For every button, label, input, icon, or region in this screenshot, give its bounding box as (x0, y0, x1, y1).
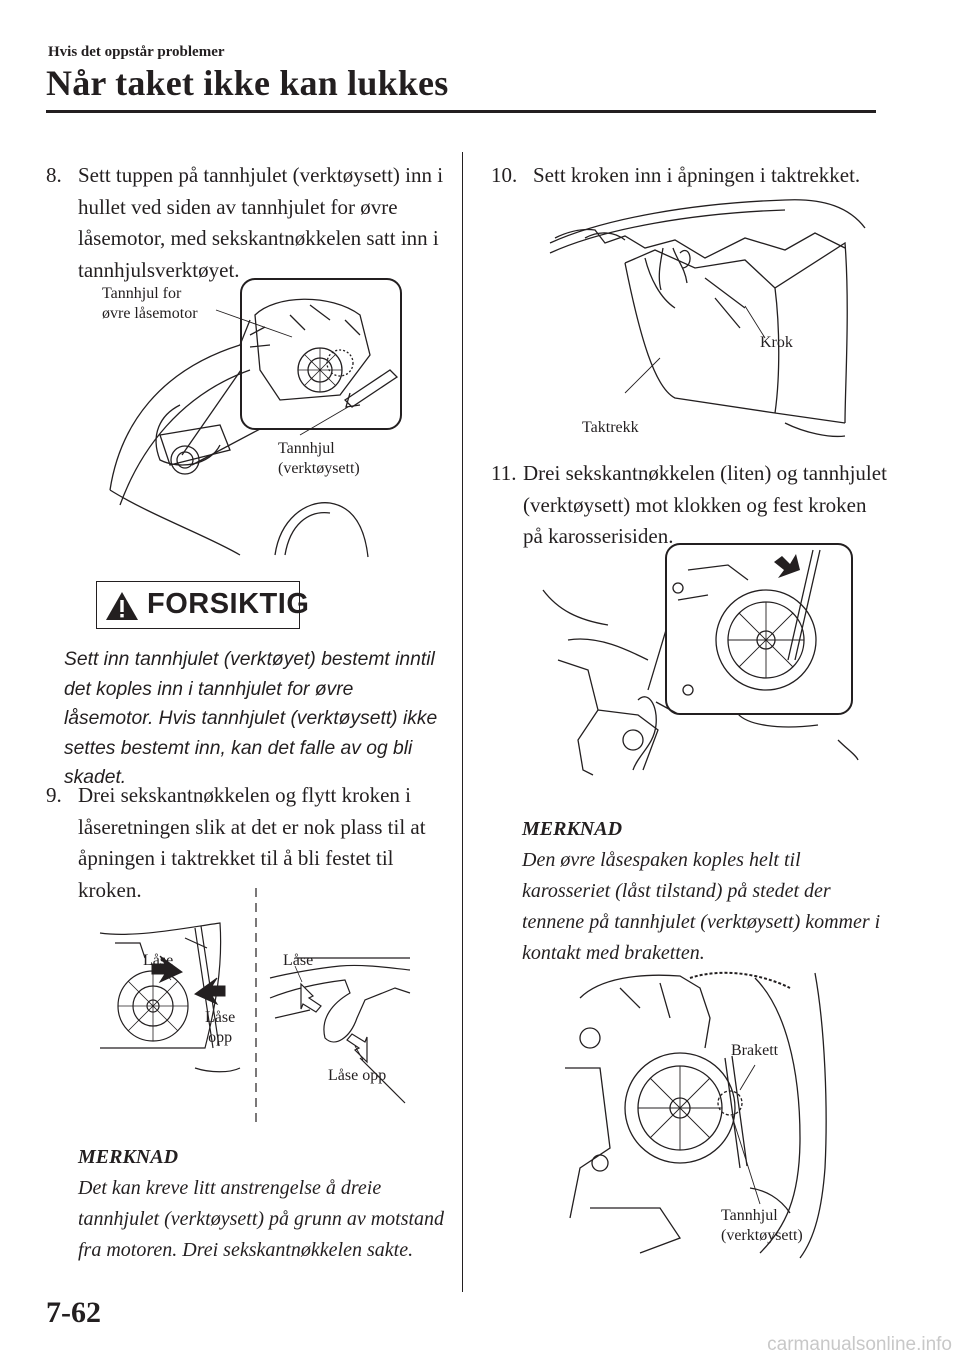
step-8-number: 8. (46, 163, 62, 187)
step-11-text: Drei sekskantnøkkelen (liten) og tannhjulet (verktøysett) mot klokken og fest kroken på karosserisiden. (523, 461, 887, 548)
caution-text: Sett inn tannhjulet (verktøyet) bestemt inntil det koples inn i tannhjulet for øvre låsemotor. Hvis tannhjulet (verktøysett) ikke settes bestemt inn, kan det falle av og bli skadet. (64, 649, 438, 788)
note-step-11-heading: MERKNAD (522, 818, 623, 840)
label-gear-tool-line2: (verktøysett) (278, 460, 360, 477)
step-9-text: Drei sekskantnøkkelen og flytt kroken i låseretningen slik at det er nok plass til at åpningen i taktrekket til å bli festet til kroken. (78, 783, 426, 902)
figure-turn-counterclockwise (538, 540, 858, 800)
caution-box (96, 581, 310, 629)
label-gear-tool-2-line2: (verktøysett) (721, 1227, 803, 1244)
note-step-9 (78, 1142, 448, 1266)
step-8-text: Sett tuppen på tannhjulet (verktøysett) inn i hullet ved siden av tannhjulet for øvre låsemotor, med sekskantnøkkelen satt inn i tannhjulsverktøyet. (78, 163, 444, 282)
figure-hook-cover (545, 188, 875, 448)
label-gear-tool (278, 439, 360, 479)
label-gear-upper-lock-motor-line2: øvre låsemotor (102, 305, 198, 322)
label-bracket: Brakett (731, 1042, 779, 1059)
header-rule (46, 110, 876, 113)
label-gear-upper-lock-motor (102, 284, 198, 324)
label-unlock-left-line1: Låse (205, 1009, 236, 1026)
note-step-9-text: Det kan kreve litt anstrengelse å dreie tannhjulet (verktøysett) på grunn av motstand fra motoren. Drei sekskantnøkkelen sakte. (78, 1177, 445, 1261)
warning-triangle-icon (105, 591, 139, 621)
step-10-text: Sett kroken inn i åpningen i taktrekket. (533, 163, 861, 187)
label-unlock-left-line2: opp (208, 1029, 233, 1046)
step-10 (491, 160, 891, 192)
label-lock-left: Låse (143, 952, 174, 969)
page-title: Når taket ikke kan lukkes (46, 63, 449, 103)
section-heading: Hvis det oppstår problemer (48, 44, 225, 60)
column-divider (462, 152, 463, 1292)
label-gear-tool-2-line1: Tannhjul (721, 1207, 778, 1224)
note-step-9-heading: MERKNAD (78, 1146, 179, 1168)
step-11 (491, 458, 891, 553)
label-unlock-right: Låse opp (328, 1067, 387, 1084)
label-unlock-left (205, 1008, 235, 1048)
caution-title: FORSIKTIG (147, 588, 310, 620)
step-11-number: 11. (491, 461, 517, 485)
label-gear-upper-lock-motor-line1: Tannhjul for (102, 285, 182, 302)
figure-lock-direction (95, 888, 415, 1128)
note-step-11-text: Den øvre låsespaken koples helt til karosseriet (låst tilstand) på stedet der tennene på tannhjulet (verktøysett) kommer i kontakt med braketten. (522, 849, 881, 964)
step-9-number: 9. (46, 783, 62, 807)
label-lock-right: Låse (283, 952, 314, 969)
label-gear-tool-line1: Tannhjul (278, 440, 335, 457)
label-gear-tool-2 (721, 1206, 803, 1246)
note-step-11 (522, 814, 882, 969)
label-top-cover: Taktrekk (582, 419, 639, 436)
step-8 (46, 160, 446, 286)
page-number: 7-62 (46, 1296, 101, 1329)
watermark: carmanualsonline.info (767, 1334, 952, 1355)
step-10-number: 10. (491, 163, 518, 187)
label-hook: Krok (760, 334, 793, 351)
figure-gear-bracket (560, 968, 860, 1258)
